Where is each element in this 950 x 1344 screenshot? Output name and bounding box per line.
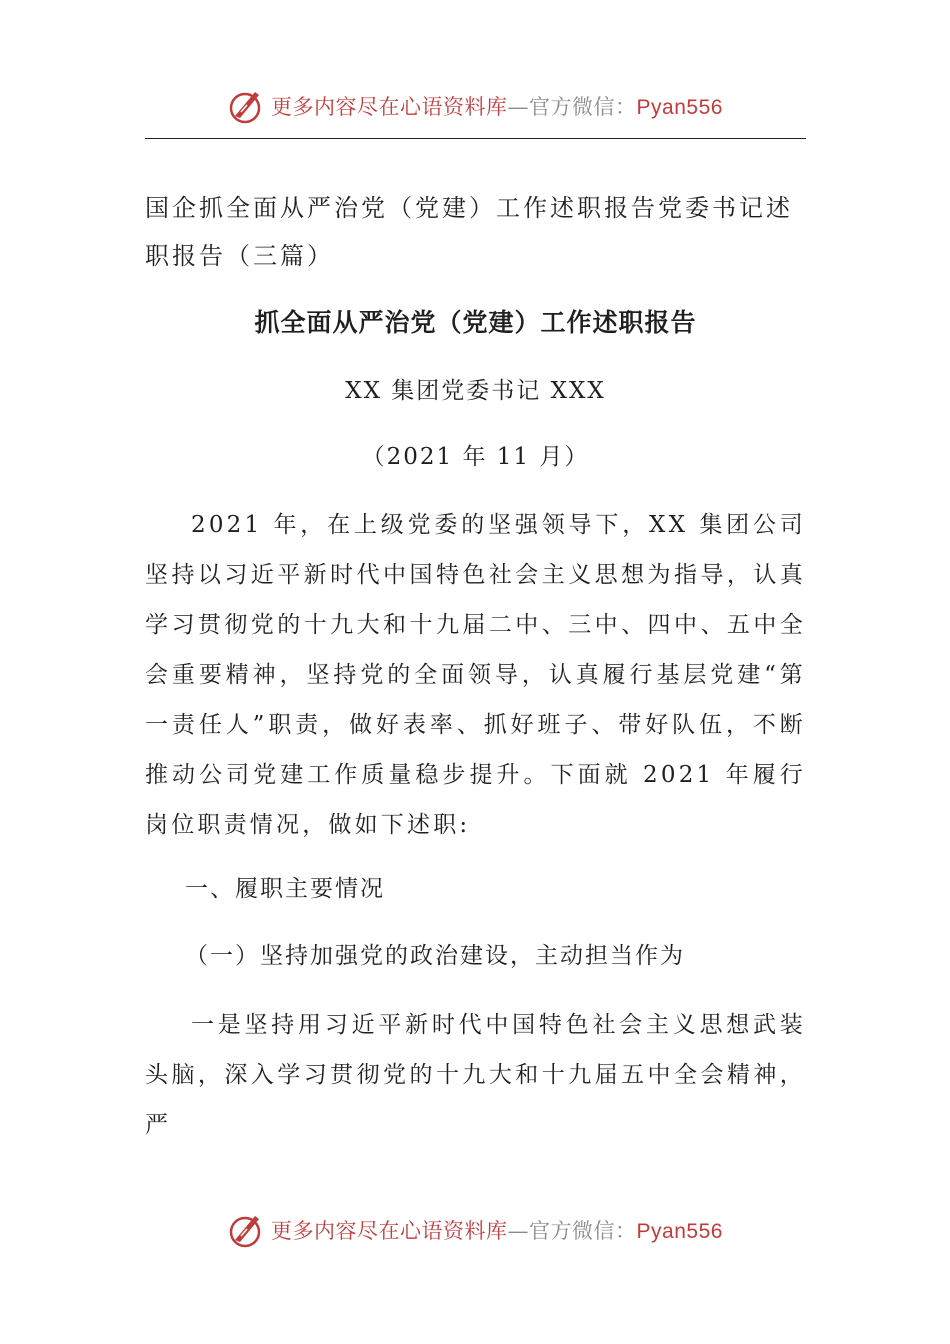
banner-text xyxy=(271,1215,723,1245)
banner-wechat-label: —官方微信： xyxy=(507,95,637,119)
banner-text xyxy=(271,91,723,121)
document-title: 国企抓全面从严治党（党建）工作述职报告党委书记述职报告（三篇） xyxy=(145,194,793,270)
report-heading: 抓全面从严治党（党建）工作述职报告 xyxy=(254,308,697,337)
header-banner xyxy=(0,84,950,128)
section-heading: 一、履职主要情况 xyxy=(185,876,385,902)
header-divider xyxy=(145,138,806,139)
body-paragraph: 2021 年，在上级党委的坚强领导下，XX 集团公司坚持以习近平新时代中国特色社会主义思想为指导，认真学习贯彻党的十九大和十九届二中、三中、四中、五中全会重要精神，坚持党的全面领导，认真履行基层党建“第一责任人”职责，做好表率、抓好班子、带好队伍，不断推动公司党建工作质量稳步提升。下面就 2021 年履行岗位职责情况，做如下述职: xyxy=(145,512,806,838)
banner-brand: 更多内容尽在心语资料库 xyxy=(271,1219,508,1243)
report-author: XX 集团党委书记 XXX xyxy=(345,378,606,404)
banner-account: Pyan556 xyxy=(636,1220,723,1243)
quill-pen-logo-icon xyxy=(227,1210,267,1250)
banner-brand: 更多内容尽在心语资料库 xyxy=(271,95,508,119)
banner-account: Pyan556 xyxy=(636,96,723,119)
quill-pen-logo-icon xyxy=(227,86,267,126)
banner-wechat-label: —官方微信： xyxy=(507,1219,637,1243)
report-date: （2021 年 11 月） xyxy=(361,444,590,470)
subsection-heading: （一）坚持加强党的政治建设，主动担当作为 xyxy=(185,943,685,969)
footer-banner xyxy=(0,1208,950,1252)
body-paragraph: 一是坚持用习近平新时代中国特色社会主义思想武装头脑，深入学习贯彻党的十九大和十九届五中全会精神，严 xyxy=(145,1012,806,1138)
